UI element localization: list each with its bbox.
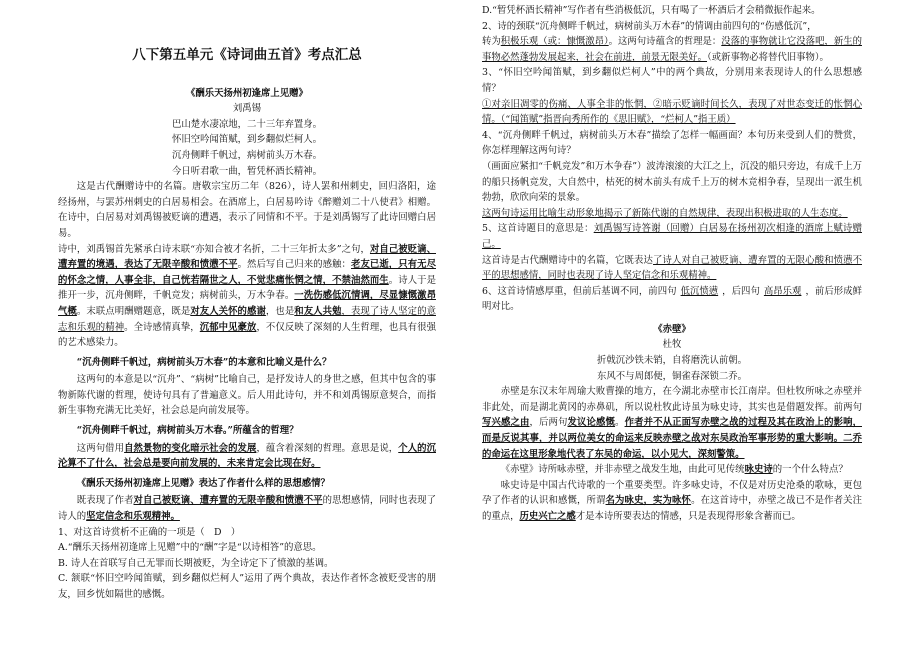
document-title: 八下第五单元《诗词曲五首》考点汇总 <box>132 47 362 63</box>
answer-paragraph: ①对亲旧凋零的伤痛、人事全非的怅惘，②暗示贬谪时间长久，表现了对世态变迁的怅惘心情。（“闻笛赋”指晋向秀所作的《思旧赋》，“烂柯人”指王质） <box>482 98 862 126</box>
question-heading: 《赤壁》诗所咏赤壁，并非赤壁之战发生地，由此可见传统咏史诗的一个什么特点？ <box>500 464 848 476</box>
answer-paragraph: 这两句的本意是以“沉舟”、“病树”比喻自己，是抒发诗人的身世之感，但其中包含的事物新陈代谢的哲理，使诗句具有了普遍意义。后人用此诗句，并不和刘禹锡原意契合，而指新生事物充满无比美好，社会总是向前发展等。 <box>58 374 436 417</box>
question-heading: 5、这首诗题目的意思是：刘禹锡写诗答谢（回赠）白居易在扬州初次相逢的酒席上赋诗赠己。 <box>482 223 862 250</box>
poem1-title: 《酬乐天扬州初逢席上见赠》 <box>186 87 308 99</box>
poem2-author: 杜牧 <box>662 339 682 351</box>
question-heading: “沉舟侧畔千帆过，病树前头万木春”的本意和比喻义是什么？ <box>76 356 332 368</box>
poem2-line: 东风不与周郎便，铜雀春深锁二乔。 <box>596 370 747 382</box>
poem1-line: 巴山楚水凄凉地，二十三年弃置身。 <box>171 118 322 130</box>
poem1-line: 怀旧空吟闻笛赋，到乡翻似烂柯人。 <box>171 134 322 146</box>
answer-paragraph: 这两句借用自然景物的变化暗示社会的发展，蕴含着深刻的哲理。意思是说，个人的沉沦算不了什么，社会总是要向前发展的，未来肯定会比现在好。 <box>58 442 436 470</box>
answer-paragraph: 转为积极乐观（或：慷慨激昂）。这两句诗蕴含的哲理是：没落的事物就让它没落吧，新生的事物必然蓬勃发展起来，社会在前进，前景无限美好。（或新事物必将替代旧事物）。 <box>482 36 862 63</box>
mc-option-a: A.“酬乐天扬州初逢席上见赠”中的“酬”字是“以诗相答”的意思。 <box>58 542 322 554</box>
mc-question-stem: 1、对这首诗赏析不正确的一项是（ D ） <box>58 526 241 538</box>
mc-option-d: D.“暂凭杯酒长精神”写作者有些消极低沉，只有喝了一杯酒后才会稍微振作起来。 <box>482 5 821 16</box>
poem2-line: 折戟沉沙铁未销，自将磨洗认前朝。 <box>596 355 747 367</box>
question-heading: 2、诗的颈联“沉舟侧畔千帆过，病树前头万木春”的情调由前四句的“伤感低沉”， <box>482 20 817 32</box>
right-column <box>482 0 862 525</box>
poem2-title: 《赤壁》 <box>653 323 691 335</box>
answer-paragraph: 咏史诗是中国古代诗歌的一个重要类型。许多咏史诗，不仅是对历史沧桑的歌咏，更包孕了作者的认识和感慨，所谓名为咏史，实为咏怀。在这首诗中，赤壁之战已不是作者关注的重点，历史兴亡之感才是本诗所要表达的情感，只是表现得形象含蓄而已。 <box>482 479 862 522</box>
answer-paragraph: 这首诗是古代酬赠诗中的名篇，它既表达了诗人对自己被贬谪、遭弃置的无限心酸和愤懑不平的思想感情，同时也表现了诗人坚定信念和乐观精神。 <box>482 254 862 282</box>
left-column <box>58 0 436 603</box>
answer-paragraph: （画面应紧扣“千帆竞发”和万木争春”）波涛滚滚的大江之上，沉没的船只旁边，有成千上万的船只扬帆竞发，大自然中，枯死的树木前头有成千上万的树木竞相争春，呈现出一派生机勃勃，欣欣向荣的景象。 <box>482 160 863 204</box>
mc-option-b: B. 诗人在首联写自己无罪而长期被贬，为全诗定下了愤激的基调。 <box>58 557 334 569</box>
analysis-paragraph: 赤壁是东汉末年周瑜大败曹操的地方，在今湖北赤壁市长江南岸。但杜牧所咏之赤壁并非此处，而是湖北黄冈的赤鼻矶，所以说杜牧此诗虽为咏史诗，其实也是借题发挥。前两句写兴感之由，后两句发议论感慨。作者并不从正面写赤壁之战的过程及其在政治上的影响，而是反说其事，并以两位美女的命运来反映赤壁之战对东吴政治军事形势的重大影响。二乔的命运在这里形象地代表了东吴的命运，以小见大，深刻警策。 <box>482 386 862 460</box>
question-heading: 6、这首诗情感厚重，但前后基调不同，前四句 低沉愤懑 ，后四句 高昂乐观 ，前后形成鲜明对比。 <box>482 285 862 313</box>
question-heading: 3、“怀旧空吟闻笛赋，到乡翻似烂柯人”中的两个典故，分别用来表现诗人的什么思想感情？ <box>482 67 862 94</box>
answer-paragraph: 既表现了作者对自己被贬谪、遭弃置的无限辛酸和愤懑不平的思想感情，同时也表现了诗人的坚定信念和乐观精神。 <box>58 495 436 523</box>
poem1-line: 今日听君歌一曲，暂凭杯酒长精神。 <box>171 165 322 177</box>
answer-paragraph: 这两句诗运用比喻生动形象地揭示了新陈代谢的自然规律，表现出积极进取的人生态度。 <box>482 207 848 219</box>
poem1-line: 沉舟侧畔千帆过，病树前头万木春。 <box>171 149 322 161</box>
intro-paragraph: 这是古代酬赠诗中的名篇。唐敬宗宝历二年（826），诗人罢和州刺史，回归洛阳，途经扬州，与罢苏州刺史的白居易相会。在酒席上，白居易吟诗《醉赠刘二十八使君》相赠。在诗中，白居易对刘禹锡被贬谪的遭遇，表示了同情和不平。于是刘禹锡写了此诗回赠白居易。 <box>58 181 436 239</box>
question-heading: 《酬乐天扬州初逢席上见赠》表达了作者什么样的思想感情？ <box>76 477 330 489</box>
poem1-author: 刘禹锡 <box>232 103 262 115</box>
question-heading: “沉舟侧畔千帆过，病树前头万木春。”所蕴含的哲理？ <box>76 425 299 437</box>
question-heading: 4、“沉舟侧畔千帆过，病树前头万木春”描绘了怎样一幅画面？本句历来受到人们的赞赏，你怎样理解这两句诗？ <box>482 129 862 157</box>
mc-option-c: C. 颔联“怀旧空吟闻笛赋，到乡翻似烂柯人”运用了两个典故，表达作者怀念被贬受害的朋友，回乡恍如隔世的感慨。 <box>58 573 436 600</box>
analysis-paragraph: 诗中，刘禹锡首先紧承白诗末联“亦知合被才名折，二十三年折太多”之句，对自己被贬谪、遭弃置的境遇，表达了无限辛酸和愤懑不平。然后写自己归来的感触：老友已逝，只有无尽的怀念之情，人事全非，自己恍若隔世之人，不觉悲痛怅惘之情，不禁油然而生。诗人于是推开一步，沉舟侧畔，千帆竞发；病树前头，万木争春。一洗伤感低沉情调，尽显慷慨激昂气概。末联点明酬赠题意，既是对友人关怀的感谢，也是和友人共勉，表现了诗人坚定的意志和乐观的精神。全诗感情真挚，沉郁中见豪放，不仅反映了深刻的人生哲理，也具有很强的艺术感染力。 <box>58 243 436 349</box>
